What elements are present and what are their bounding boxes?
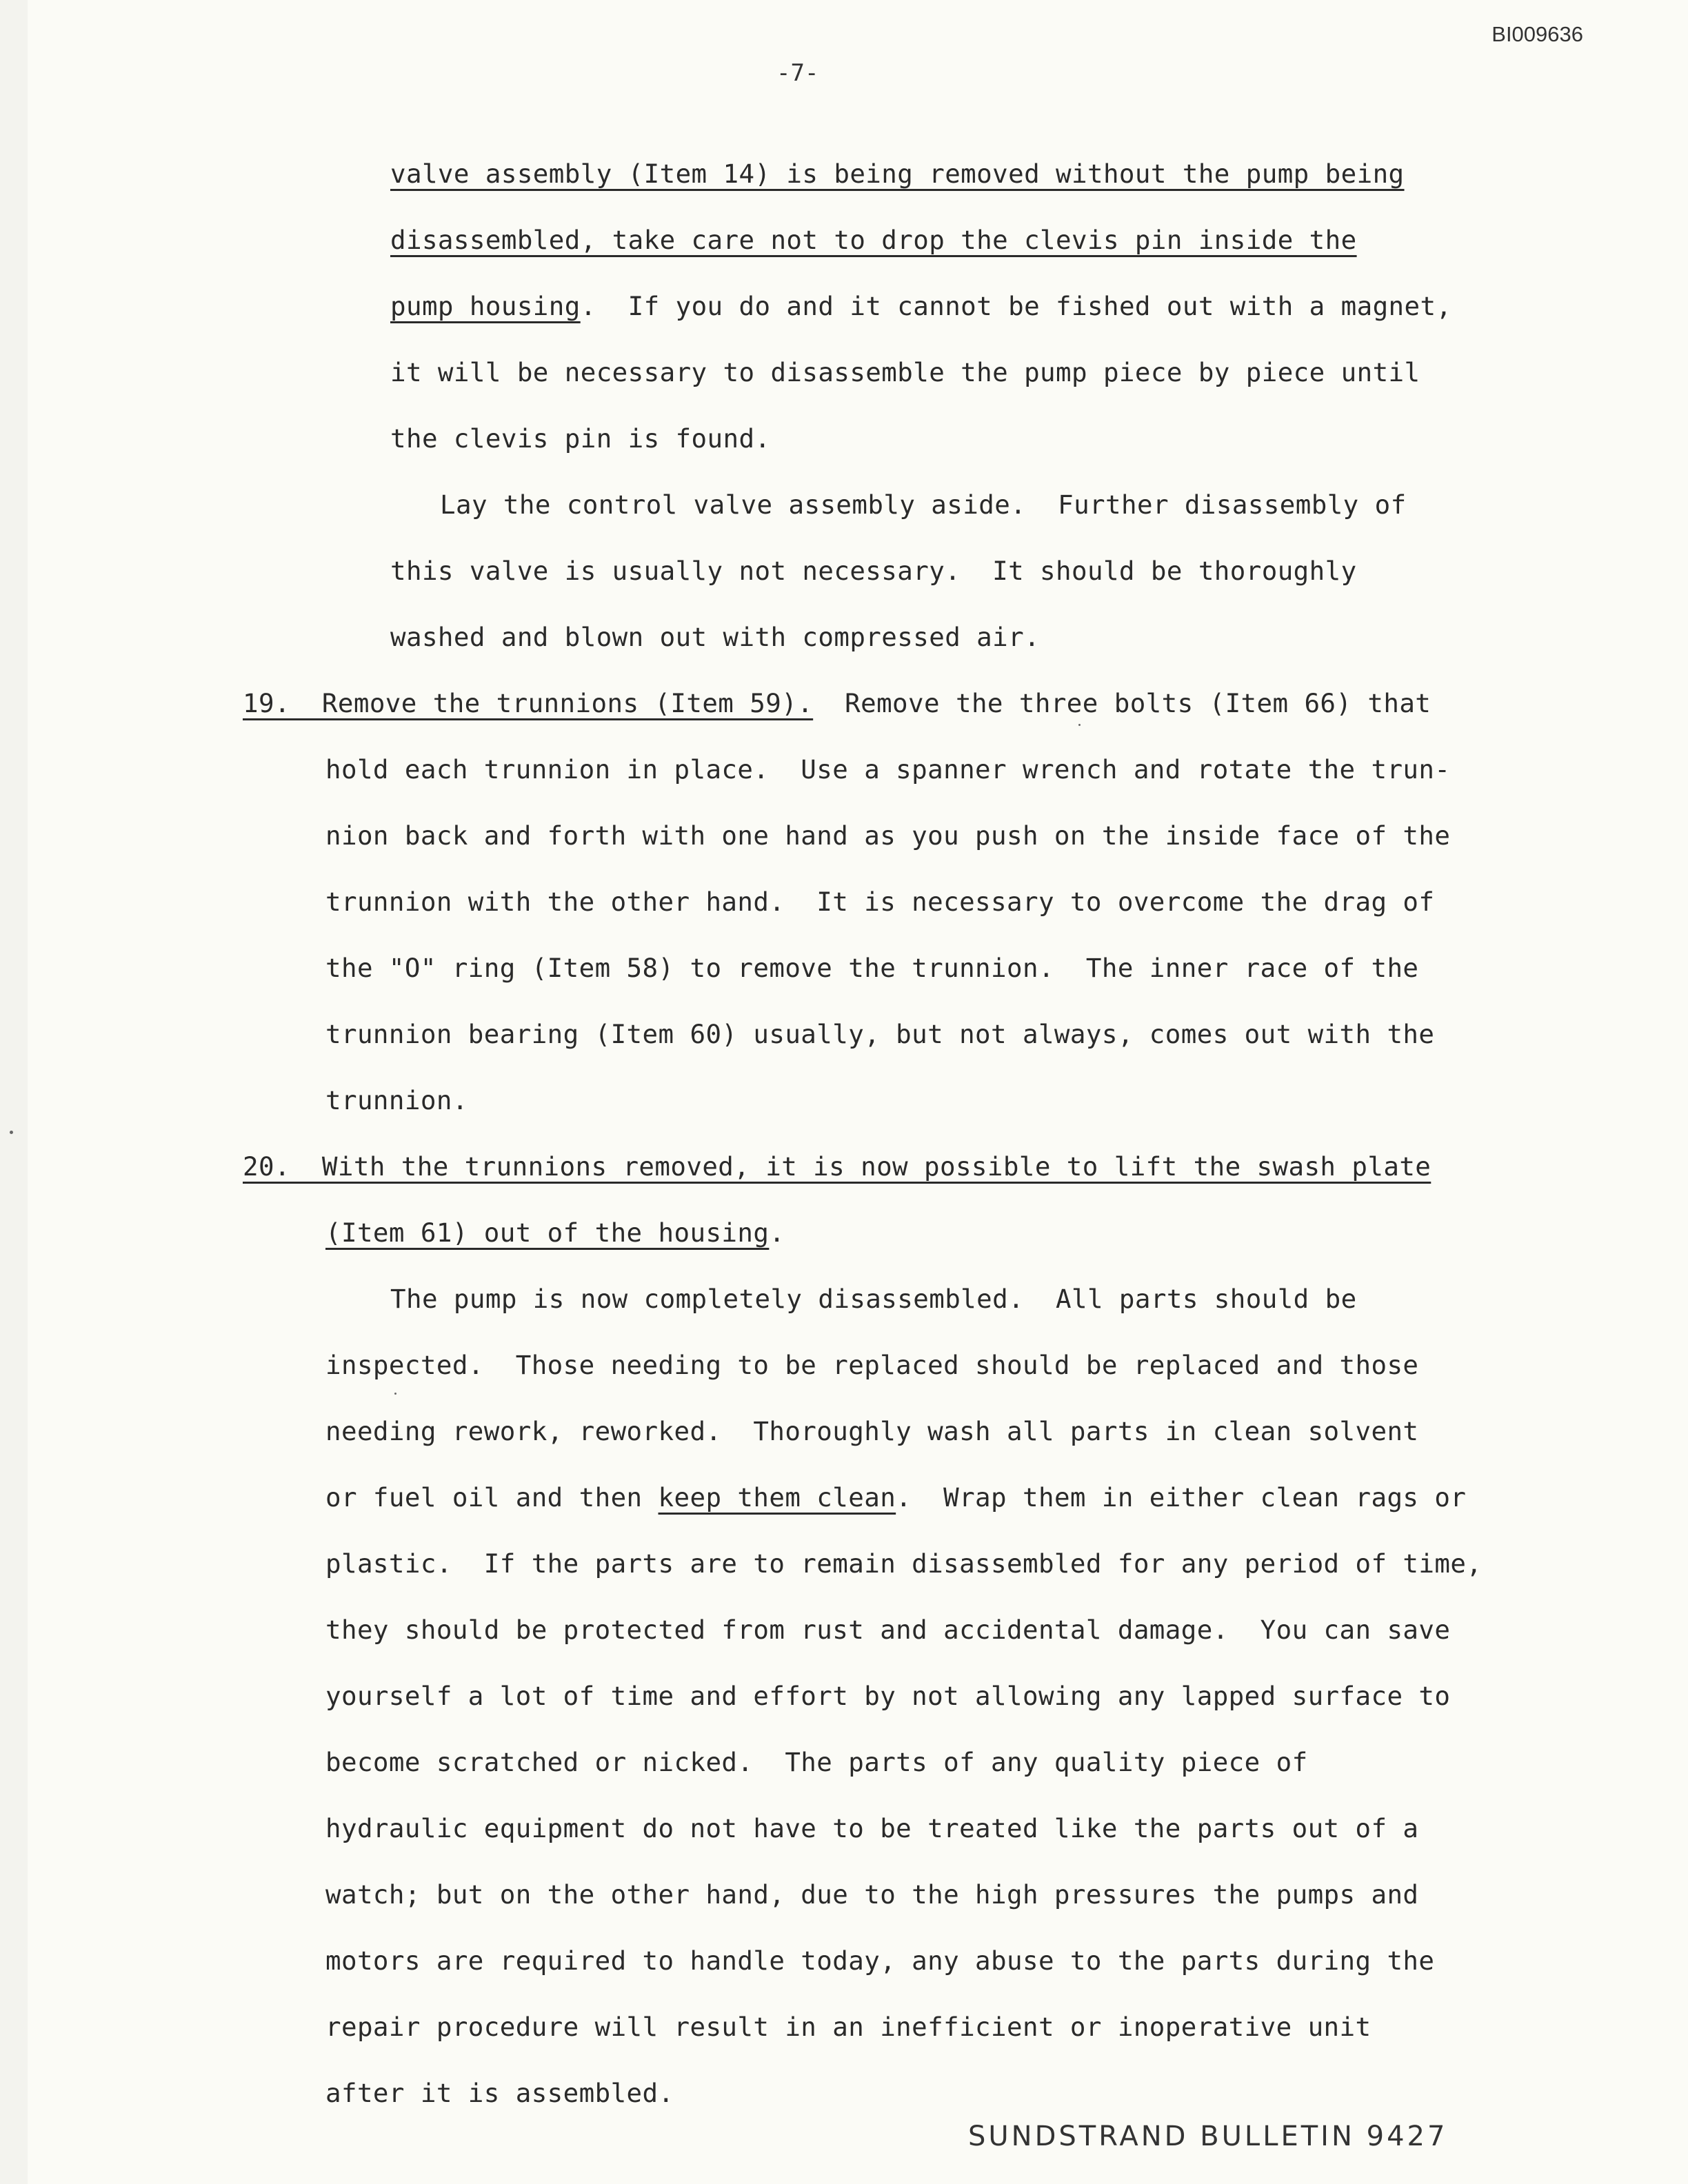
text-line: trunnion bearing (Item 60) usually, but not always, comes out with the (325, 1019, 1435, 1049)
text-line: motors are required to handle today, any abuse to the parts during the (325, 1945, 1435, 1976)
text-line (325, 1482, 1467, 1513)
text-fragment: or fuel oil and then (325, 1482, 659, 1513)
text-line (390, 291, 1452, 321)
text-line: this valve is usually not necessary. It should be thoroughly (390, 556, 1357, 586)
text-line: disassembled, take care not to drop the clevis pin inside the (390, 225, 1357, 255)
text-line: hold each trunnion in place. Use a spanner wrench and rotate the trun- (325, 754, 1451, 785)
scan-speck (1078, 724, 1081, 726)
text-line: the clevis pin is found. (390, 423, 771, 454)
text-line: they should be protected from rust and accidental damage. You can save (325, 1615, 1451, 1645)
page-number: -7- (776, 59, 819, 87)
document-id: BI009636 (1491, 22, 1583, 46)
text-line: yourself a lot of time and effort by not allowing any lapped surface to (325, 1681, 1451, 1711)
text-line: the "O" ring (Item 58) to remove the trunnion. The inner race of the (325, 953, 1419, 983)
step-19-heading (243, 688, 1431, 718)
text-line: plastic. If the parts are to remain disassembled for any period of time, (325, 1548, 1483, 1579)
step-20-heading: 20. With the trunnions removed, it is now possible to lift the swash plate (243, 1151, 1431, 1182)
scan-speck (10, 1131, 13, 1134)
text-line: after it is assembled. (325, 2078, 674, 2108)
underlined-phrase: keep them clean (658, 1482, 896, 1513)
text-line: watch; but on the other hand, due to the high pressures the pumps and (325, 1879, 1419, 1910)
text-fragment: . (769, 1217, 785, 1248)
text-line: inspected. Those needing to be replaced should be replaced and those (325, 1350, 1419, 1380)
text-line: washed and blown out with compressed air. (390, 622, 1041, 652)
text-line: hydraulic equipment do not have to be treated like the parts out of a (325, 1813, 1419, 1843)
text-line: trunnion. (325, 1085, 468, 1115)
text-line: repair procedure will result in an inefficient or inoperative unit (325, 2012, 1372, 2042)
text-line: become scratched or nicked. The parts of any quality piece of (325, 1747, 1308, 1777)
text-line: needing rework, reworked. Thoroughly wash all parts in clean solvent (325, 1416, 1419, 1446)
text-line: Lay the control valve assembly aside. Further disassembly of (440, 489, 1407, 520)
text-line: trunnion with the other hand. It is necessary to overcome the drag of (325, 887, 1435, 917)
text-line: The pump is now completely disassembled. All parts should be (390, 1284, 1357, 1314)
underlined-phrase: pump housing (390, 291, 581, 321)
text-line: nion back and forth with one hand as you push on the inside face of the (325, 820, 1451, 851)
text-fragment: . If you do and it cannot be fished out with a magnet, (580, 291, 1452, 321)
text-fragment: Remove the three bolts (Item 66) that (813, 688, 1431, 718)
page-edge (0, 0, 28, 2184)
text-line (325, 1217, 785, 1248)
text-line: it will be necessary to disassemble the pump piece by piece until (390, 357, 1420, 387)
footer-bulletin: SUNDSTRAND BULLETIN 9427 (968, 2121, 1448, 2152)
underlined-phrase: 19. Remove the trunnions (Item 59). (243, 688, 814, 718)
underlined-phrase: (Item 61) out of the housing (325, 1217, 770, 1248)
text-line: valve assembly (Item 14) is being removed without the pump being (390, 159, 1405, 189)
text-fragment: . Wrap them in either clean rags or (896, 1482, 1467, 1513)
scan-speck (394, 1393, 396, 1395)
